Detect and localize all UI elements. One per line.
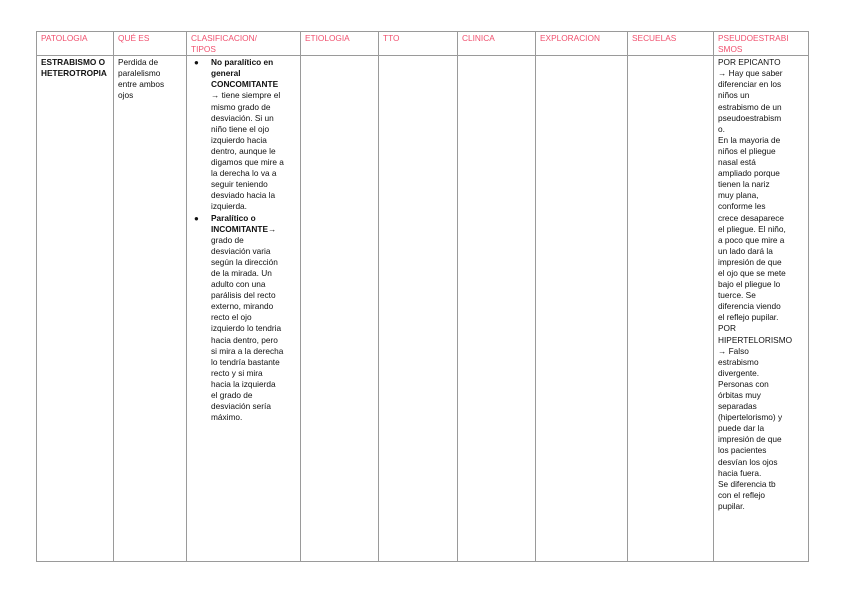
pseudo-line: con el reflejo [718, 489, 766, 500]
header-clasificacion-line2: TIPOS [191, 44, 216, 55]
pseudo-line: muy plana, [718, 190, 759, 201]
item1-text-line: izquierda. [211, 201, 247, 212]
pseudo-line: (hipertelorismo) y [718, 412, 783, 423]
cell-patologia [37, 56, 114, 562]
cell-tto [379, 56, 458, 562]
pseudo-line: divergente. [718, 367, 760, 378]
que-es-line: ojos [118, 90, 134, 101]
item2-bold-line: Paralítico o [211, 212, 256, 223]
pseudo-line: o. [718, 123, 725, 134]
pseudo-line: pseudoestrabism [718, 112, 782, 123]
pseudo-line: impresión de que [718, 434, 782, 445]
item2-text-line: según la dirección [211, 256, 278, 267]
item2-text-line: el grado de [211, 390, 253, 400]
header-patologia: PATOLOGIA [37, 32, 114, 56]
pseudo-line: ampliado porque [718, 168, 780, 179]
pseudo-line: nasal está [718, 157, 756, 168]
item1-text-line: desviación. Si un [211, 112, 274, 123]
cell-secuelas [628, 56, 714, 562]
que-es-line: Perdida de [118, 57, 159, 68]
pseudo-line: Se diferencia tb [718, 478, 776, 489]
pseudo-line: niños un [718, 90, 750, 101]
pseudo-line: HIPERTELORISMO [718, 334, 793, 345]
item2-text-line: hacia dentro, pero [211, 334, 278, 345]
item2-text-line: desviación varia [211, 245, 271, 256]
pseudo-line: tienen la nariz [718, 179, 770, 190]
item2-text-line: izquierdo lo tendria [211, 323, 282, 334]
item1-text-line: izquierdo hacia [211, 134, 267, 145]
pseudo-line: diferenciar en los [718, 79, 782, 90]
header-secuelas: SECUELAS [628, 32, 714, 56]
header-pseudoestrabismos [714, 32, 809, 56]
header-exploracion: EXPLORACION [536, 32, 628, 56]
pseudo-line: diferencia viendo [718, 301, 781, 312]
pseudo-line: a poco que mire a [718, 234, 785, 245]
que-es-line: paralelismo [118, 68, 161, 79]
patologia-line: ESTRABISMO O [41, 57, 106, 68]
pseudo-line: → Hay que saber [718, 68, 783, 79]
item2-text-line: recto y si mira [211, 367, 263, 378]
item1-bold-line: CONCOMITANTE [211, 79, 279, 90]
pseudo-line: estrabismo de un [718, 101, 782, 112]
cell-clinica [458, 56, 536, 562]
pseudo-line: separadas [718, 401, 757, 412]
pathology-table [36, 31, 809, 562]
cell-pseudoestrabismos [714, 56, 809, 562]
item1-text-line: mismo grado de [211, 101, 271, 112]
item2-text-line: si mira a la derecha [211, 345, 284, 356]
header-que-es: QUÉ ES [114, 32, 187, 56]
header-etiologia: ETIOLOGIA [301, 32, 379, 56]
item2-text-line: parálisis del recto [211, 290, 276, 301]
pseudo-line: estrabismo [718, 356, 759, 367]
cell-exploracion [536, 56, 628, 562]
pseudo-line: órbitas muy [718, 390, 761, 400]
pseudo-line: crece desaparece [718, 212, 784, 223]
header-clinica: CLINICA [458, 32, 536, 56]
cell-que-es [114, 56, 187, 562]
header-tto: TTO [379, 32, 458, 56]
item1-text-line: desviado hacia la [211, 190, 276, 201]
item1-text-line: seguir teniendo [211, 179, 268, 190]
pseudo-line: un lado dará la [718, 245, 773, 256]
bullet-icon: ● [194, 213, 199, 223]
pseudo-line: los pacientes [718, 445, 767, 456]
item1-text-line: dentro, aunque le [211, 145, 276, 156]
pseudo-line: puede dar la [718, 423, 765, 434]
item2-text-line: de la mirada. Un [211, 267, 272, 278]
que-es-line: entre ambos [118, 79, 165, 90]
list-item [194, 212, 296, 424]
item1-text-line: digamos que mire a [211, 157, 284, 168]
pseudo-line: el reflejo pupilar. [718, 312, 779, 323]
item2-text-line: hacia la izquierda [211, 378, 276, 389]
pseudo-line: niños el pliegue [718, 145, 776, 156]
pseudo-line: → Falso [718, 345, 749, 356]
item2-text-line: externo, mirando [211, 301, 274, 312]
cell-clasificacion [187, 56, 301, 562]
item2-text-line: máximo. [211, 412, 243, 423]
pseudo-line: impresión de que [718, 256, 782, 267]
document-page [36, 31, 809, 562]
pseudo-line: hacia fuera. [718, 467, 762, 478]
item2-text-line: recto el ojo [211, 312, 252, 323]
item1-text-line: la derecha lo va a [211, 168, 277, 179]
header-row [37, 32, 809, 56]
clasificacion-list [191, 57, 296, 423]
table-row [37, 56, 809, 562]
pseudo-line: el pliegue. El niño, [718, 223, 786, 234]
item1-text-line: niño tiene el ojo [211, 123, 270, 134]
bullet-icon: ● [194, 58, 199, 68]
patologia-line: HETEROTROPIA [41, 68, 107, 79]
pseudo-line: el ojo que se mete [718, 267, 786, 278]
item1-bold-line: No paralítico en [211, 57, 274, 68]
header-clasificacion [187, 32, 301, 56]
header-pseudo-line2: SMOS [718, 44, 743, 55]
item1-bold-line: general [211, 68, 241, 79]
header-pseudo-line1: PSEUDOESTRABI [718, 33, 789, 43]
pseudo-line: POR EPICANTO [718, 57, 781, 68]
item2-text-line: grado de [211, 234, 244, 245]
pseudo-line: desvían los ojos [718, 456, 778, 467]
item2-text-line: lo tendría bastante [211, 356, 280, 367]
item1-text-line: → tiene siempre el [211, 90, 281, 101]
pseudo-line: POR [718, 323, 736, 334]
pseudo-line: tuerce. Se [718, 290, 756, 301]
cell-etiologia [301, 56, 379, 562]
item2-text-line: desviación sería [211, 401, 271, 412]
pseudo-line: conforme les [718, 201, 766, 212]
header-clasificacion-line1: CLASIFICACION/ [191, 33, 257, 43]
pseudo-line: Personas con [718, 378, 769, 389]
pseudo-line: bajo el pliegue lo [718, 279, 781, 290]
item2-text-line: adulto con una [211, 279, 266, 290]
item2-bold-line: INCOMITANTE→ [211, 223, 277, 234]
list-item [194, 57, 296, 212]
pseudo-line: En la mayoria de [718, 134, 781, 145]
pseudo-line: pupilar. [718, 500, 745, 511]
